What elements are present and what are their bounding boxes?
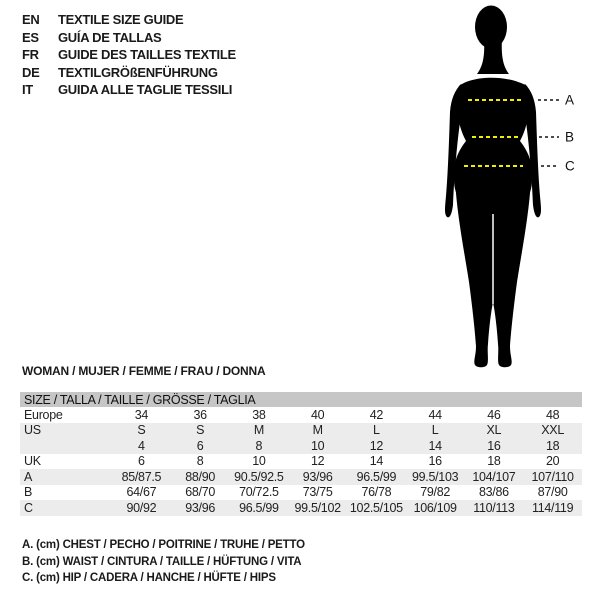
size-cell: L [406,423,465,439]
language-row-fr [22,46,236,64]
size-cell: 110/113 [465,500,524,516]
size-cell: M [230,423,289,439]
body-measurement-figure [415,0,580,375]
language-code: DE [22,64,40,80]
size-cell: 18 [487,454,501,469]
row-label: B [24,485,33,500]
size-cell: 104/107 [465,469,524,485]
table-row-a [20,469,582,485]
size-cell: 70/72.5 [239,485,279,500]
size-cell: 48 [545,407,560,422]
size-cell: 107/110 [523,469,582,485]
size-cell: 14 [369,454,384,469]
size-cell: 96.5/99 [347,469,406,485]
language-code: FR [22,47,39,63]
table-row-b [20,485,582,501]
size-cell: 99.5/103 [406,469,465,485]
size-cell: 64/67 [126,485,157,500]
size-cell: 83/86 [478,485,509,500]
size-cell: 106/109 [406,500,465,516]
size-table-header-row [20,392,582,407]
size-cell: 38 [252,407,266,422]
size-cell: 8 [230,438,289,454]
size-table-container [20,392,582,516]
size-table [20,392,582,516]
language-list [22,11,236,99]
size-cell: 16 [428,454,442,469]
language-code: EN [22,12,40,28]
size-cell: XXL [523,423,582,439]
size-cell: 102.5/105 [347,500,406,516]
size-cell: 36 [193,407,207,422]
label-waist-B: B [565,129,575,145]
woman-silhouette-diagram [415,0,580,375]
size-cell: 76/78 [361,485,392,500]
size-cell: 99.5/102 [288,500,347,516]
language-row-it [22,81,236,99]
size-cell: 14 [406,438,465,454]
table-row-us [20,423,582,439]
language-title: TEXTILGRÖßENFÜHRUNG [58,64,218,80]
size-cell: 6 [171,438,230,454]
size-cell: 4 [112,438,171,454]
label-hip-C: C [565,158,575,174]
language-code: ES [22,29,39,45]
gender-title: WOMAN / MUJER / FEMME / FRAU / DONNA [22,364,266,378]
size-cell: 46 [487,407,501,422]
language-title: GUÍA DE TALLAS [58,29,162,45]
table-row-europe [20,407,582,423]
row-label: UK [24,454,41,469]
size-cell: 93/96 [171,500,230,516]
table-row-uk [20,454,582,470]
table-row-c [20,500,582,516]
label-chest-A: A [565,92,575,108]
legend-line-waist: B. (cm) WAIST / CINTURA / TAILLE / HÜFTUNG / VITA [22,555,302,568]
row-label: Europe [24,407,63,422]
language-row-es [22,29,236,47]
size-cell: 6 [138,454,145,469]
size-cell: 87/90 [537,485,568,500]
leader-dashes [538,100,559,166]
size-cell: S [171,423,230,439]
size-cell: 12 [310,454,325,469]
size-cell: 8 [196,454,204,469]
size-cell: 10 [288,438,347,454]
size-cell: 44 [428,407,442,422]
size-table-header-label: SIZE / TALLA / TAILLE / GRÖSSE / TAGLIA [20,392,582,407]
size-cell: 88/90 [171,469,230,485]
legend-line-hip: C. (cm) HIP / CADERA / HANCHE / HÜFTE / HIPS [22,572,276,584]
size-cell: 90.5/92.5 [230,469,289,485]
size-cell: 20 [545,454,560,469]
size-cell: 40 [310,407,325,422]
size-cell: 96.5/99 [230,500,289,516]
legend-line-chest: A. (cm) CHEST / PECHO / POITRINE / TRUHE / PETTO [22,539,305,551]
row-label [20,438,112,454]
language-title: TEXTILE SIZE GUIDE [58,12,184,28]
size-cell: 12 [347,438,406,454]
size-cell: 10 [252,454,266,469]
size-cell: 34 [134,407,149,422]
size-cell: 18 [523,438,582,454]
size-cell: M [288,423,347,439]
woman-silhouette [445,6,541,368]
language-title: GUIDA ALLE TAGLIE TESSILI [58,82,233,98]
size-cell: 114/119 [523,500,582,516]
size-cell: 42 [369,407,384,422]
language-row-en [22,11,236,29]
size-cell: 73/75 [302,485,333,500]
size-cell: 68/70 [185,485,216,500]
size-cell: XL [465,423,524,439]
size-cell: 85/87.5 [112,469,171,485]
size-cell: S [112,423,171,439]
size-cell: 16 [465,438,524,454]
size-cell: 93/96 [288,469,347,485]
table-row-us-numeric [20,438,582,454]
row-label: US [20,423,112,439]
language-row-de [22,64,236,82]
size-cell: 90/92 [112,500,171,516]
language-code: IT [22,82,33,98]
language-title: GUIDE DES TAILLES TEXTILE [58,47,236,63]
row-label: A [20,469,112,485]
row-label: C [20,500,112,516]
size-cell: 79/82 [420,485,451,500]
size-cell: L [347,423,406,439]
measurement-legend [22,539,305,589]
